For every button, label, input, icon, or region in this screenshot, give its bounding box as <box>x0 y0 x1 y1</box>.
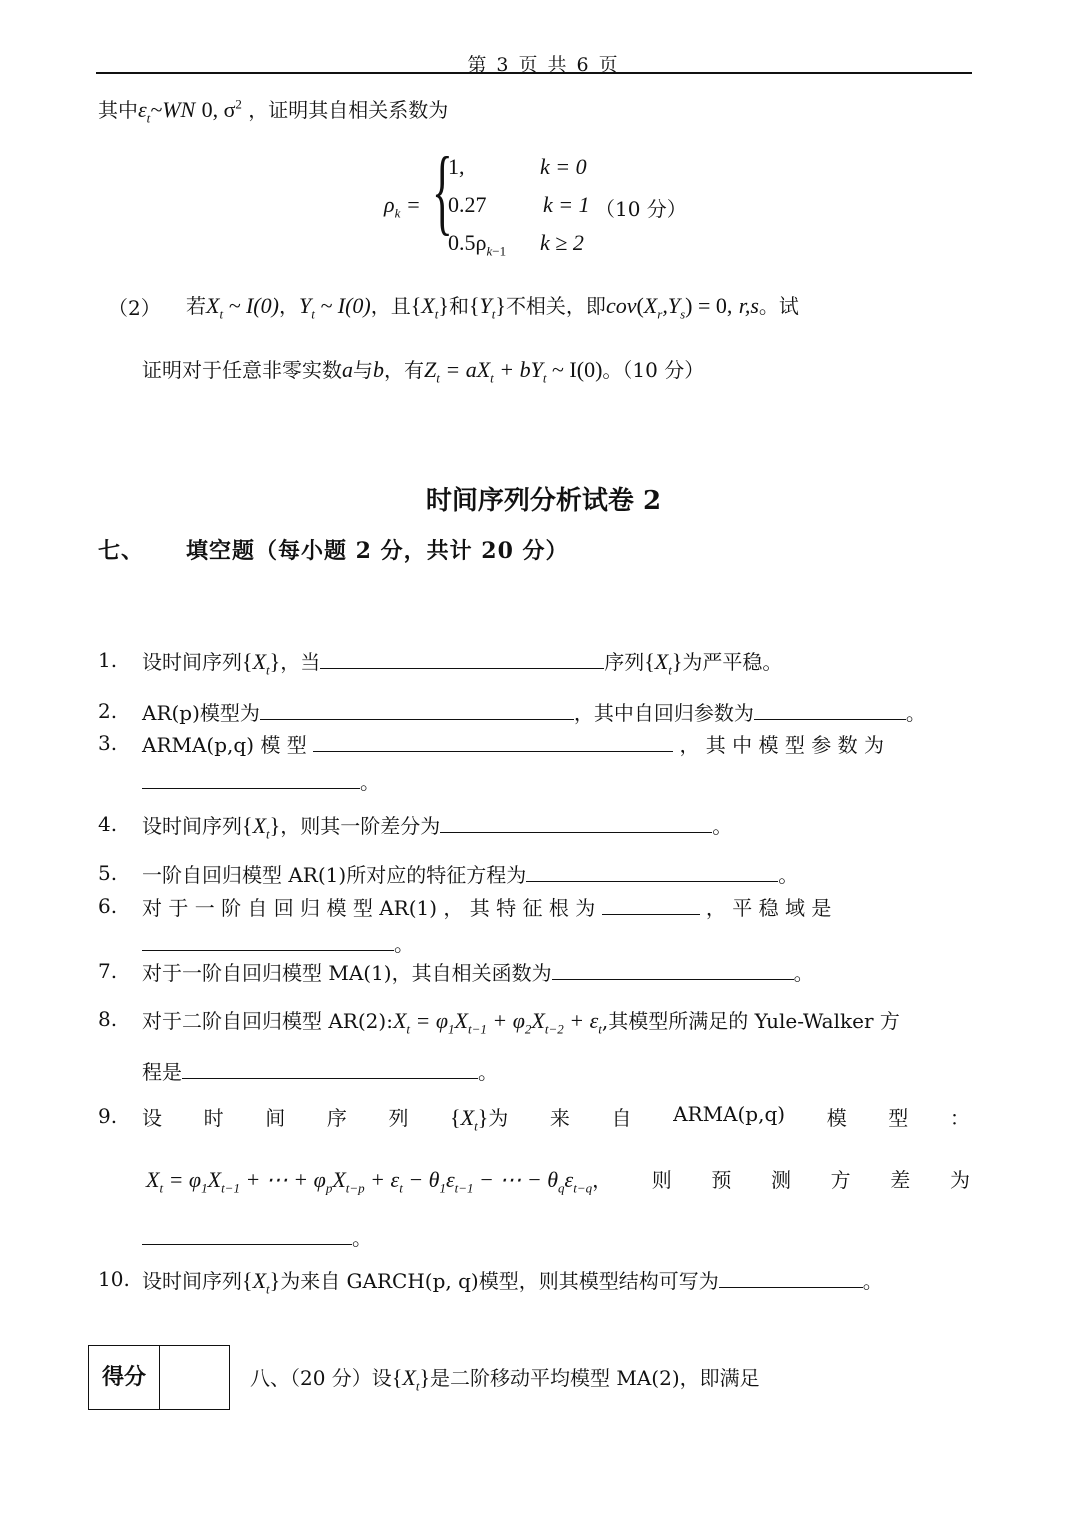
item-6-cont: 。 <box>142 928 414 957</box>
intro-suffix: ，证明其自相关系数为 <box>248 98 449 122</box>
blank-3b[interactable] <box>142 768 360 789</box>
item-10-number: 10. <box>98 1267 130 1291</box>
blank-7[interactable] <box>552 959 794 980</box>
rho-k-label: $\rho_k$ = <box>384 192 421 221</box>
item-9-number: 9. <box>98 1104 118 1128</box>
item-1: 设时间序列$\{X_t\}$，当 序列$\{X_t\}$为严平稳。 <box>142 649 783 678</box>
item-6: 对 于 一 阶 自 回 归 模 型 AR(1) ， 其 特 征 根 为 ， 平 稳 域 是 <box>142 896 832 920</box>
q2-line1: 若$X_t$ ~ I(0)，$Y_t$ ~ I(0)，且$\{X_t\}$和$\{Y_t\}$不相关，即$cov(X_r,Y_s) = 0$, r,s。试 <box>186 293 799 322</box>
blank-6a[interactable] <box>602 894 700 915</box>
case-points: （10 分） <box>595 197 687 221</box>
item-10: 设时间序列$\{X_t\}$为来自 GARCH(p, q)模型，则其模型结构可写为 。 <box>142 1268 883 1297</box>
item-9: 设 时 间 序 列 $\{X_t\}$为 来 自 ARMA(p,q) 模 型 ： <box>142 1102 970 1134</box>
item-7: 对于一阶自回归模型 MA(1)，其自相关函数为 。 <box>142 961 814 985</box>
exam-title: 时间序列分析试卷 2 <box>425 486 662 516</box>
item-5: 一阶自回归模型 AR(1)所对应的特征方程为 。 <box>142 863 799 887</box>
case-1-value: 0.27 <box>448 192 487 217</box>
item-4-number: 4. <box>98 812 118 836</box>
case-1-cond: k = 1 <box>543 192 590 217</box>
item-1-number: 1. <box>98 648 118 672</box>
blank-2b[interactable] <box>754 699 906 720</box>
item-3-number: 3. <box>98 731 118 755</box>
blank-9[interactable] <box>142 1224 352 1245</box>
blank-1a[interactable] <box>320 648 604 669</box>
item-9-formula: $X_t = \varphi_1X_{t-1}$ + ⋯ + $\varphi_pX_{t-p} + \varepsilon_t - \theta_1\varepsilon_{t-1}$ − ⋯ − $\theta_q\varepsilon_{t-q}$， 则 预 测 方 差 为 <box>146 1167 970 1196</box>
item-9-cont: 。 <box>142 1222 372 1251</box>
epsilon-symbol: $\varepsilon_t$ <box>138 97 151 126</box>
case-2-cond: k ≥ 2 <box>540 230 584 255</box>
blank-4[interactable] <box>440 812 712 833</box>
item-7-number: 7. <box>98 959 118 983</box>
item-5-number: 5. <box>98 861 118 885</box>
blank-10[interactable] <box>719 1267 863 1288</box>
item-8-cont: 程是 。 <box>142 1060 498 1084</box>
blank-5[interactable] <box>526 861 778 882</box>
item-8: 对于二阶自回归模型 $AR(2):X_t = \varphi_1X_{t-1} + \varphi_2X_{t-2} + \varepsilon_t$,其模型所满足的 Yule-Walker 方 <box>142 1008 900 1037</box>
wn-params: 0, $\sigma^2$ <box>201 96 242 122</box>
case-2-value: $0.5\rho_{k-1}$ <box>448 230 507 259</box>
piecewise-brace: { <box>432 137 453 244</box>
q2-number: （2） <box>108 296 161 320</box>
case-0-value: 1, <box>448 154 465 179</box>
score-label: 得分 <box>89 1346 160 1409</box>
blank-6b[interactable] <box>142 930 394 951</box>
header-rule <box>96 72 972 74</box>
intro-prefix: 其中 <box>98 98 138 122</box>
case-0-cond: k = 0 <box>540 154 587 179</box>
item-2-number: 2. <box>98 699 118 723</box>
item-3-cont: 。 <box>142 766 380 795</box>
q2-line2: 证明对于任意非零实数a与b，有$Z_t = aX_t + bY_t$ ~ I(0)。（10 分） <box>142 357 705 386</box>
item-6-number: 6. <box>98 894 118 918</box>
section-seven-title: 填空题（每小题 2 分，共计 20 分） <box>186 538 569 564</box>
page-number-header: 第 3 页 共 6 页 <box>467 54 620 76</box>
blank-8[interactable] <box>182 1058 478 1079</box>
item-2: AR(p)模型为 ，其中自回归参数为 。 <box>142 701 926 725</box>
intro-line <box>98 94 448 126</box>
question-eight-intro: 八、（20 分）设$\{X_t\}$是二阶移动平均模型 MA(2)，即满足 <box>250 1365 760 1394</box>
blank-3a[interactable] <box>313 731 673 752</box>
item-3: ARMA(p,q) 模 型 ， 其 中 模 型 参 数 为 <box>142 733 884 757</box>
section-seven-label: 七、 <box>98 538 145 564</box>
item-8-number: 8. <box>98 1007 118 1031</box>
item-4: 设时间序列$\{X_t\}$，则其一阶差分为 。 <box>142 813 733 842</box>
blank-2a[interactable] <box>260 699 574 720</box>
score-box <box>88 1345 230 1410</box>
wn-symbol: ~WN <box>150 97 196 122</box>
